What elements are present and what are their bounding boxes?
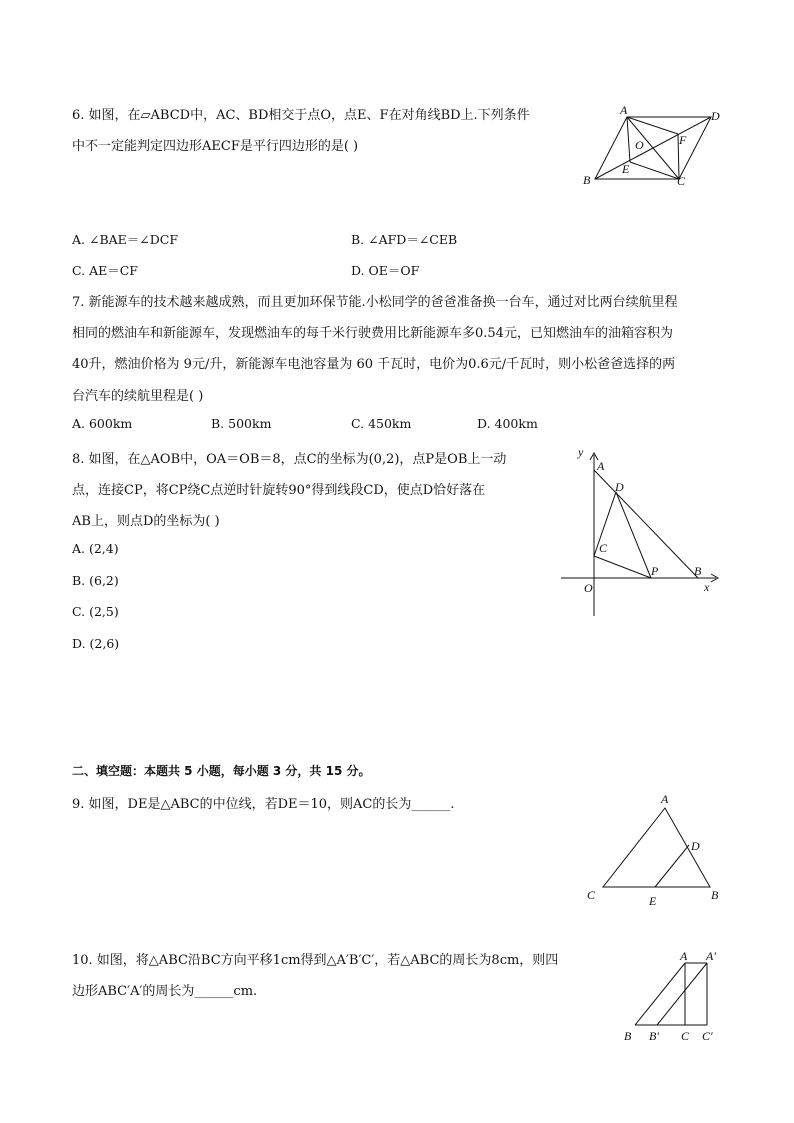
q8-line-2: 点，连接CP，将CP绕C点逆时针旋转90°得到线段CD，使点D恰好落在 <box>72 483 486 498</box>
q9-label-D: D <box>691 839 700 853</box>
q10-label-C: C <box>681 1029 690 1043</box>
q8-label-x: x <box>704 580 710 594</box>
q6-option-c: C. AE＝CF <box>72 263 138 278</box>
q9-label-E: E <box>649 894 657 908</box>
q10-line-2: 边形ABC′A′的周长为______cm. <box>72 984 258 999</box>
q6-label-O: O <box>635 138 644 152</box>
q8-label-B: B <box>694 564 702 578</box>
q6-label-B: B <box>583 173 591 187</box>
q7-line-1: 7. 新能源车的技术越来越成熟，而且更加环保节能.小松同学的爸爸准备换一台车，通过对比两台续航里程 <box>72 295 678 310</box>
q9-line-1: 9. 如图，DE是△ABC的中位线，若DE＝10，则AC的长为______. <box>72 797 455 812</box>
q10-label-B: B <box>624 1029 632 1043</box>
q6-line-2: 中不一定能判定四边形AECF是平行四边形的是( ) <box>72 139 359 154</box>
q8-line-3: AB上，则点D的坐标为( ) <box>72 514 220 529</box>
q8-label-C: C <box>599 541 608 555</box>
q6-label-D: D <box>711 109 720 123</box>
q6-label-F: F <box>679 133 687 147</box>
q10-line-1: 10. 如图，将△ABC沿BC方向平移1cm得到△A′B′C′，若△ABC的周长为8cm，则四 <box>72 953 559 968</box>
q8-option-d: D. (2,6) <box>72 636 120 651</box>
q10-label-A: A <box>680 949 688 963</box>
q8-label-A: A <box>597 459 605 473</box>
q8-line-1: 8. 如图，在△AOB中，OA＝OB＝8，点C的坐标为(0,2)，点P是OB上一动 <box>72 452 507 467</box>
q8-label-P: P <box>651 564 659 578</box>
q7-option-b: B. 500km <box>211 416 272 431</box>
q6-line-1: 6. 如图，在▱ABCD中，AC、BD相交于点O，点E、F在对角线BD上.下列条件 <box>72 108 530 123</box>
q9-label-C: C <box>587 888 596 902</box>
q8-option-b: B. (6,2) <box>72 573 119 588</box>
q7-line-2: 相同的燃油车和新能源车，发现燃油车的每千米行驶费用比新能源车多0.54元，已知燃油车的油箱容积为 <box>72 326 673 341</box>
section-2-heading: 二、填空题：本题共 5 小题，每小题 3 分，共 15 分。 <box>72 764 371 778</box>
q8-option-a: A. (2,4) <box>72 541 119 556</box>
q6-figure <box>578 100 728 190</box>
q7-line-4: 台汽车的续航里程是( ) <box>72 389 204 404</box>
q8-figure <box>556 440 731 618</box>
q6-option-a: A. ∠BAE＝∠DCF <box>72 232 179 247</box>
q6-label-A: A <box>620 103 628 117</box>
q7-option-c: C. 450km <box>351 416 412 431</box>
q9-label-B: B <box>711 888 719 902</box>
q10-figure <box>614 945 729 1050</box>
q6-option-b: B. ∠AFD＝∠CEB <box>351 232 458 247</box>
q10-label-C-prime: C′ <box>702 1029 713 1043</box>
q7-option-a: A. 600km <box>72 416 133 431</box>
q8-label-y: y <box>578 445 584 459</box>
q6-label-C: C <box>677 174 686 188</box>
q8-label-O: O <box>584 581 593 595</box>
q9-label-A: A <box>661 792 669 806</box>
q7-line-3: 40升，燃油价格为 9元/升，新能源车电池容量为 60 千瓦时，电价为0.6元/千瓦时，则小松爸爸选择的两 <box>72 357 676 372</box>
q6-label-E: E <box>622 162 630 176</box>
q8-option-c: C. (2,5) <box>72 604 119 619</box>
q7-option-d: D. 400km <box>477 416 538 431</box>
q8-label-D: D <box>615 480 624 494</box>
q10-label-A-prime: A′ <box>706 949 716 963</box>
q6-option-d: D. OE＝OF <box>351 263 420 278</box>
q9-figure <box>580 788 730 908</box>
q10-label-B-prime: B′ <box>649 1029 659 1043</box>
